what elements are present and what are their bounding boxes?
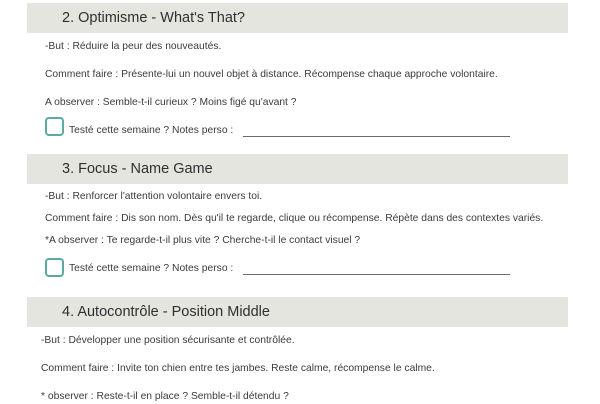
section-2-observe: A observer : Semble-t-il curieux ? Moins figé qu'avant ?: [45, 97, 297, 108]
section-3-tested-label: Testé cette semaine ? Notes perso :: [69, 263, 234, 274]
section-3-observe: *A observer : Te regarde-t-il plus vite ? Cherche-t-il le contact visuel ?: [45, 235, 361, 246]
section-2-tested-label: Testé cette semaine ? Notes perso :: [69, 125, 234, 136]
section-4-how: Comment faire : Invite ton chien entre tes jambes. Reste calme, récompense le calme.: [41, 363, 435, 374]
section-2-how: Comment faire : Présente-lui un nouvel objet à distance. Récompense chaque approche volontaire.: [45, 69, 498, 80]
section-3-how: Comment faire : Dis son nom. Dès qu'il te regarde, clique ou récompense. Répète dans des contextes variés.: [45, 213, 544, 224]
section-2-title: 2. Optimisme - What's That?: [62, 10, 245, 26]
section-2-tested-checkbox[interactable]: [45, 117, 64, 136]
section-2-header: [27, 3, 568, 33]
section-4-goal: -But : Développer une position sécurisante et contrôlée.: [41, 335, 295, 346]
section-3-goal: -But : Renforcer l'attention volontaire envers toi.: [45, 191, 263, 202]
section-3-header: [27, 154, 568, 184]
section-2-notes-field[interactable]: [243, 126, 510, 137]
section-3-tested-checkbox[interactable]: [45, 258, 64, 277]
section-4-header: [27, 297, 568, 327]
section-3-title: 3. Focus - Name Game: [62, 161, 213, 177]
section-4-title: 4. Autocontrôle - Position Middle: [62, 304, 270, 320]
section-3-notes-field[interactable]: [243, 264, 510, 275]
section-4-observe: * observer : Reste-t-il en place ? Semble-t-il détendu ?: [41, 391, 289, 402]
section-2-goal: -But : Réduire la peur des nouveautés.: [45, 41, 222, 52]
